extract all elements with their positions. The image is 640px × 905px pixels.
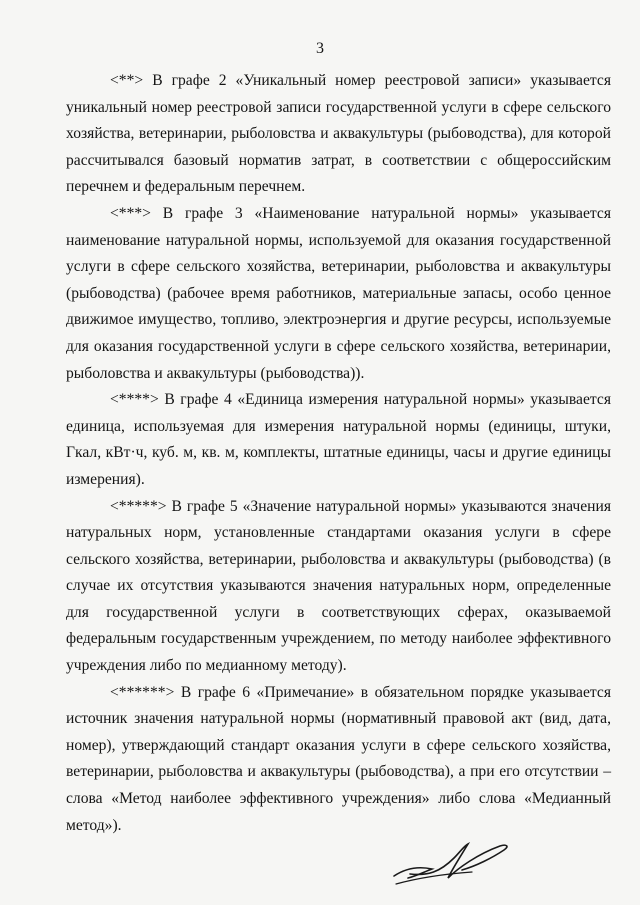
footnote-paragraph-4: <****> В графе 4 «Единица измерения натуральной нормы» указывается единица, используемая для измерения натуральной нормы (единицы, штуки, Гкал, кВт·ч, куб. м, кв. м, комплекты, штатные единицы, часы и другие единицы измерения). (66, 391, 611, 488)
page-number: 3 (316, 40, 324, 57)
footnote-paragraph-6: <******> В графе 6 «Примечание» в обязательном порядке указывается источник значения натуральной нормы (нормативный правовой акт (вид, дата, номер), утверждающий стандарт оказания услуги в сфере сельского хозяйства, ветеринарии, рыболовства и аквакультуры (рыбоводства), а при его отсутствии – слова «Метод наиболее эффективного учреждения» либо слова «Медианный метод»). (66, 683, 611, 834)
footnote-paragraph-3: <***> В графе 3 «Наименование натуральной нормы» указывается наименование натуральной нормы, используемой для оказания государственной услуги в сфере сельского хозяйства, ветеринарии, рыболовства и аквакультуры (рыбоводства) (рабочее время работников, материальные запасы, особо ценное движимое имущество, топливо, электроэнергия и другие ресурсы, используемые для оказания государственной услуги в сфере сельского хозяйства, ветеринарии, рыболовства и аквакультуры (рыбоводства)). (66, 204, 611, 382)
handwritten-signature (388, 838, 518, 888)
footnote-paragraph-2: <**> В графе 2 «Уникальный номер реестровой записи» указывается уникальный номер реестровой записи государственной услуги в сфере сельского хозяйства, ветеринарии, рыболовства и аквакультуры (рыбоводства), для которой рассчитывался базовый норматив затрат, в соответствии с общероссийским перечнем и федеральным перечнем. (66, 72, 611, 196)
document-body (66, 68, 611, 839)
footnote-paragraph-5: <*****> В графе 5 «Значение натуральной нормы» указываются значения натуральных норм, установленные стандартами оказания услуги в сфере сельского хозяйства, ветеринарии, рыболовства и аквакультуры (рыбоводства) (в случае их отсутствия указываются значения натуральных норм, определенные для государственной услуги в соответствующих сферах, оказываемой федеральным государственным учреждением, по методу наиболее эффективного учреждения либо по медианному методу). (66, 497, 611, 675)
